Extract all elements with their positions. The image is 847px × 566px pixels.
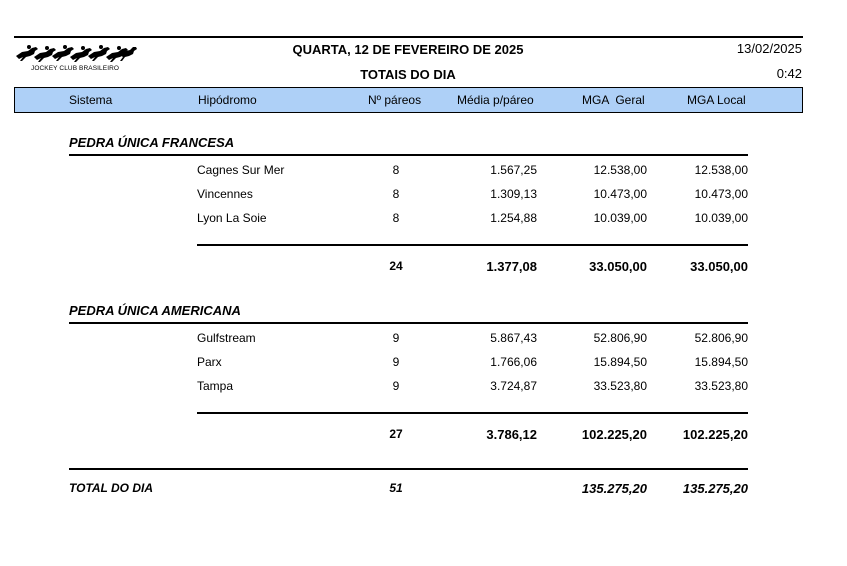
cell-media: 1.309,13 [490, 187, 537, 201]
logo-text: JOCKEY CLUB BRASILEIRO [31, 65, 120, 72]
cell-hipodromo: Cagnes Sur Mer [197, 163, 285, 177]
report-time: 0:42 [776, 66, 802, 81]
cell-pareos: 8 [392, 187, 400, 201]
grand-total-mga-local: 135.275,20 [682, 481, 748, 496]
subtotal-rule [197, 412, 748, 414]
grand-total-rule [69, 468, 748, 470]
subtotal-media: 1.377,08 [486, 259, 537, 274]
section-rule [69, 154, 748, 156]
cell-pareos: 9 [392, 331, 400, 345]
cell-hipodromo: Parx [197, 355, 222, 369]
cell-mga-geral: 52.806,90 [593, 331, 647, 345]
subtotal-mga-geral: 102.225,20 [581, 427, 647, 442]
grand-total-row [0, 481, 847, 501]
grand-total-pareos: 51 [389, 481, 403, 495]
table-row [0, 163, 847, 183]
subtotal-mga-geral: 33.050,00 [589, 259, 647, 274]
cell-pareos: 9 [392, 379, 400, 393]
report-title: QUARTA, 12 DE FEVEREIRO DE 2025 [292, 42, 524, 57]
section-title-americana: PEDRA ÚNICA AMERICANA [69, 303, 241, 318]
cell-mga-geral: 10.039,00 [593, 211, 647, 225]
subtotal-pareos: 27 [389, 427, 403, 441]
cell-hipodromo: Vincennes [197, 187, 253, 201]
cell-mga-geral: 15.894,50 [593, 355, 647, 369]
cell-hipodromo: Gulfstream [197, 331, 256, 345]
report-date: 13/02/2025 [736, 41, 802, 56]
cell-pareos: 9 [392, 355, 400, 369]
section-title-francesa: PEDRA ÚNICA FRANCESA [69, 135, 235, 150]
cell-mga-local: 15.894,50 [694, 355, 748, 369]
section-rule [69, 322, 748, 324]
grand-total-mga-geral: 135.275,20 [581, 481, 647, 496]
cell-media: 5.867,43 [490, 331, 537, 345]
column-header-mga-local: MGA Local [687, 93, 746, 107]
table-row [0, 355, 847, 375]
cell-mga-local: 10.473,00 [694, 187, 748, 201]
cell-media: 1.567,25 [490, 163, 537, 177]
table-row [0, 211, 847, 231]
cell-mga-local: 52.806,90 [694, 331, 748, 345]
cell-mga-local: 33.523,80 [694, 379, 748, 393]
column-header-media: Média p/páreo [457, 93, 534, 107]
cell-mga-geral: 12.538,00 [593, 163, 647, 177]
cell-hipodromo: Lyon La Soie [197, 211, 267, 225]
cell-pareos: 8 [392, 211, 400, 225]
column-header-hipodromo: Hipódromo [198, 93, 257, 107]
subtotal-rule [197, 244, 748, 246]
table-row [0, 187, 847, 207]
report-subtitle: TOTAIS DO DIA [360, 67, 456, 82]
jockey-club-logo [14, 42, 138, 74]
subtotal-mga-local: 33.050,00 [690, 259, 748, 274]
subtotal-media: 3.786,12 [486, 427, 537, 442]
subtotal-row [0, 259, 847, 279]
subtotal-row [0, 427, 847, 447]
racing-horses-icon [14, 42, 138, 64]
subtotal-pareos: 24 [389, 259, 403, 273]
cell-mga-geral: 10.473,00 [593, 187, 647, 201]
cell-media: 3.724,87 [490, 379, 537, 393]
cell-mga-local: 10.039,00 [694, 211, 748, 225]
column-header-mga-geral: MGA Geral [582, 93, 645, 107]
column-header-bar [14, 87, 803, 113]
top-rule [14, 36, 803, 38]
cell-hipodromo: Tampa [197, 379, 234, 393]
subtotal-mga-local: 102.225,20 [682, 427, 748, 442]
column-header-pareos: Nº páreos [368, 93, 422, 107]
table-row [0, 331, 847, 351]
cell-media: 1.254,88 [490, 211, 537, 225]
column-header-sistema: Sistema [69, 93, 113, 107]
grand-total-label: TOTAL DO DIA [69, 481, 153, 495]
cell-mga-geral: 33.523,80 [593, 379, 647, 393]
cell-mga-local: 12.538,00 [694, 163, 748, 177]
cell-pareos: 8 [392, 163, 400, 177]
table-row [0, 379, 847, 399]
cell-media: 1.766,06 [490, 355, 537, 369]
